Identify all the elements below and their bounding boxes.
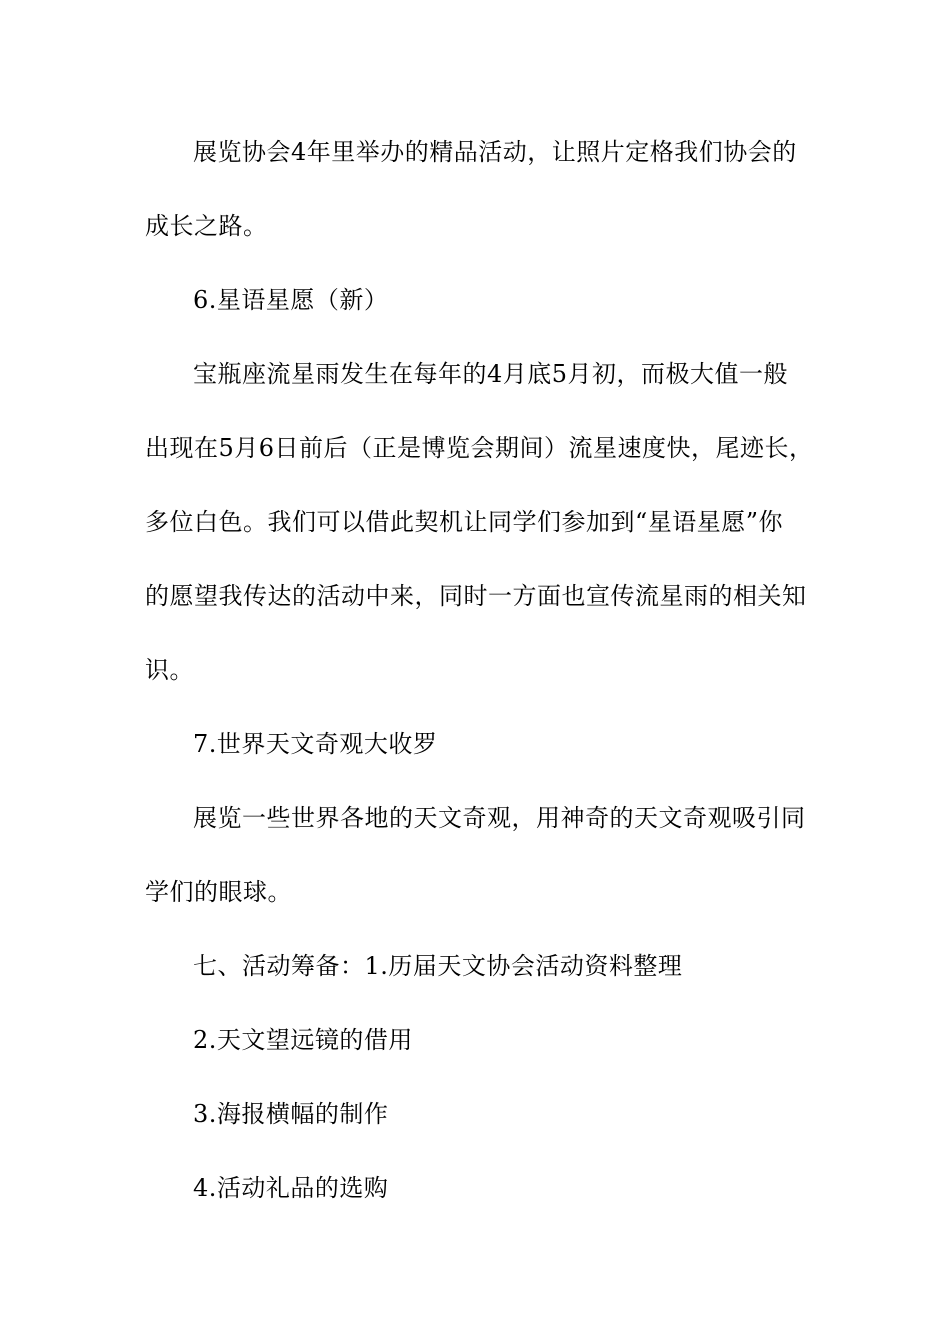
paragraph-line: 成长之路。 [145, 212, 268, 240]
list-item: 2.天文望远镜的借用 [193, 1026, 413, 1054]
paragraph-line: 宝瓶座流星雨发生在每年的4月底5月初，而极大值一般 [193, 360, 789, 388]
paragraph-line: 的愿望我传达的活动中来，同时一方面也宣传流星雨的相关知 [145, 582, 807, 610]
paragraph-line: 多位白色。我们可以借此契机让同学们参加到“星语星愿”你 [145, 508, 784, 536]
paragraph-line: 识。 [145, 656, 194, 684]
list-item: 3.海报横幅的制作 [193, 1100, 389, 1128]
paragraph-line: 学们的眼球。 [145, 878, 292, 906]
section-heading: 7.世界天文奇观大收罗 [193, 730, 438, 758]
section-heading: 七、活动筹备：1.历届天文协会活动资料整理 [193, 952, 683, 980]
paragraph-line: 出现在5月6日前后（正是博览会期间）流星速度快，尾迹长， [145, 434, 814, 462]
paragraph-line: 展览一些世界各地的天文奇观，用神奇的天文奇观吸引同 [193, 804, 806, 832]
list-item: 4.活动礼品的选购 [193, 1174, 389, 1202]
section-heading: 6.星语星愿（新） [193, 286, 389, 314]
paragraph-line: 展览协会4年里举办的精品活动，让照片定格我们协会的 [193, 138, 797, 166]
